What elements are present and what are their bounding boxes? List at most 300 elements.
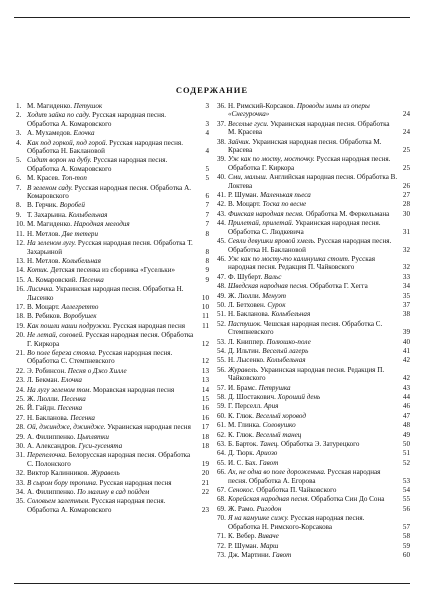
entry-number: 28. [16,423,25,432]
entry-page-number: 13 [201,376,209,385]
entry-author: Б. Барток. [228,440,260,449]
entry-page-number: 44 [402,393,410,401]
entry-page-number: 24 [402,128,410,137]
entry-title: Веселый лагерь [262,346,309,355]
entry-title: Тоска по весне [262,200,307,209]
entry-title: Проводы зимы из оперы «Снегурочка» [228,102,370,119]
entry-number: 35. [16,497,25,506]
entry-note: Русская народная песня. Обработка Г. Киркора [27,331,194,348]
entry-number: 50. [217,300,226,309]
entry-title: Менуэт [262,291,286,300]
entry-title: Ах, не одна во поле дороженька. [228,468,326,477]
entry-text [228,155,410,172]
entry-author: Р. Шуман. [228,541,261,550]
entry-author: И. С. Бах. [228,458,260,467]
entry-text [228,459,410,467]
entry-number: 20. [16,331,25,340]
entry-author: Ж. Люлли. [27,395,62,403]
entry-title: Песенка [70,413,95,422]
entry-page-number: 52 [402,458,410,467]
entry-page-number: 8 [205,247,209,256]
entry-title: Шведская народная песня. [228,282,309,291]
entry-page-number: 49 [402,430,410,439]
toc-entry [217,542,410,550]
entry-note: Русская народная песня. Обработка С. Стемпневского [27,348,173,366]
entry-page-number: 9 [205,275,209,284]
toc-entry [217,120,410,137]
entry-author: А. Филиппенко. [27,432,78,441]
entry-note: Украинская народная песня [105,423,191,432]
entry-author: Й. Гайдн. [27,404,58,413]
toc-column-right [217,102,410,560]
entry-title: Ариозо [256,449,278,458]
entry-note: Русская народная песня [97,478,172,487]
entry-title: Лисичка. [27,285,54,294]
entry-page-number: 46 [402,402,410,411]
entry-page-number: 27 [402,191,410,200]
entry-number: 42. [217,200,226,209]
entry-title: Как пошли наши подружки. [27,321,112,330]
entry-text [27,230,209,238]
entry-text [228,273,410,281]
entry-text [27,386,209,394]
entry-page-number: 10 [201,302,209,311]
entry-title: Уж как по мосту, мосточку. [228,155,315,164]
toc-entry [217,449,410,457]
entry-number: 47. [217,272,226,281]
toc-entry [16,322,209,330]
toc-entry [16,220,209,228]
entry-number: 34. [16,488,25,497]
toc-entry [16,395,209,403]
entry-page-number: 47 [402,411,410,420]
entry-text [228,402,410,410]
entry-title: Сидит ворон на дубу. [27,156,92,165]
entry-title: По малину в сад пойдем [77,488,150,497]
entry-note: Украинская народная песня. Обработка М. Красева [228,119,390,137]
entry-text [27,239,209,256]
toc-entry [16,230,209,238]
entry-author: К. Глюк. [228,411,256,420]
entry-text [228,120,410,137]
toc-entry [16,184,209,201]
entry-note: Обработка Г. Хегга [308,282,368,291]
entry-text [27,211,209,219]
entry-author: Н. Бакланова. [27,413,71,422]
entry-author: М. Глинка. [228,421,263,430]
toc-entry [16,129,209,137]
toc-entry [217,191,410,199]
entry-author: Т. Захарьина. [27,210,69,219]
entry-text [27,404,209,412]
entry-number: 16. [16,285,25,294]
entry-title: Марш [260,541,279,550]
entry-text [27,469,209,477]
entry-number: 63. [217,440,226,449]
entry-page-number: 12 [201,357,209,366]
entry-text [228,173,410,190]
entry-page-number: 24 [402,110,410,119]
entry-number: 41. [217,191,226,200]
entry-page-number: 11 [202,321,209,330]
entry-number: 71. [217,532,226,541]
entry-number: 40. [217,173,226,182]
entry-page-number: 18 [201,432,209,441]
entry-author: В. Ребиков. [27,312,64,321]
entry-title: В зеленом саду. [27,183,73,192]
entry-author: Р. Шуман. [228,191,261,200]
entry-page-number: 9 [205,266,209,275]
entry-number: 26. [16,404,25,413]
entry-page-number: 8 [205,256,209,265]
entry-title: Аллегретто [61,302,99,311]
entry-page-number: 13 [201,366,209,375]
entry-text [27,367,209,375]
entry-page-number: 19 [201,459,209,468]
entry-number: 54. [217,346,226,355]
toc-entry [16,386,209,394]
toc-entry [16,414,209,422]
entry-note: Обработка Э. Затурецкого [279,440,360,449]
entry-title: Сеяли девушки яровой хмель. [228,237,316,246]
toc-entry [217,459,410,467]
entry-note: Моравская народная песня [91,385,175,394]
entry-title: Вальс [264,272,282,281]
entry-text [27,376,209,384]
entry-page-number: 48 [402,421,410,430]
entry-text [27,414,209,422]
entry-title: На лугу зеленом том. [27,385,92,394]
toc-entry [16,469,209,477]
entry-page-number: 40 [402,337,410,346]
entry-title: Во поле береза стояла. [27,348,97,357]
entry-author: И. Брамс. [228,383,259,392]
entry-text [27,285,209,302]
entry-title: Топ-топ [61,174,87,183]
entry-page-number: 32 [402,245,410,254]
entry-text [228,347,410,355]
entry-title: Колыбельная [266,356,306,365]
entry-number: 30. [16,442,25,451]
entry-text [27,488,209,496]
entry-number: 23. [16,376,25,385]
entry-note: Русская народная песня. Обработка Т. Захарьиной [27,239,193,256]
entry-number: 33. [16,478,25,487]
entry-title: В сыром бору тропина. [27,478,98,487]
entry-title: Гуси-гусенята [78,442,123,451]
entry-text [228,301,410,309]
entry-title: Песенка [61,395,86,403]
entry-text [228,237,410,254]
toc-entry [16,331,209,348]
entry-author: Д. Тюрк. [228,449,257,458]
entry-title: Петрушка [258,383,291,392]
toc-entry [217,338,410,346]
entry-page-number: 28 [402,200,410,209]
entry-page-number: 26 [402,181,410,190]
entry-page-number: 7 [205,201,209,210]
entry-note: Обработка М. Феркельмана [303,209,390,218]
entry-text [228,468,410,485]
entry-text [27,442,209,450]
entry-author: Н. Лысенко. [228,356,267,365]
entry-title: Прилетай, прилетай. [228,219,294,228]
entry-page-number: 35 [402,291,410,300]
entry-page-number: 5 [205,164,209,173]
entry-author: Н. Римский-Корсаков. [228,102,297,110]
entry-page-number: 18 [201,442,209,451]
toc-entry [217,486,410,494]
entry-page-number: 59 [402,541,410,550]
entry-number: 1. [16,102,22,110]
toc-entry [217,102,410,119]
entry-number: 49. [217,291,226,300]
toc-entry [16,156,209,173]
entry-page-number: 12 [201,339,209,348]
toc-entry [217,347,410,355]
entry-author: Н. Метлов. [27,256,62,265]
entry-number: 21. [16,348,25,357]
entry-number: 46. [217,254,226,263]
entry-number: 73. [217,550,226,559]
toc-entry [217,200,410,208]
entry-number: 29. [16,432,25,441]
entry-title: Ходит зайка по саду. [27,111,91,120]
entry-text [228,412,410,420]
toc-entry [217,210,410,218]
entry-author: Виктор Калинников. [27,469,91,478]
entry-title: Веселый танец [255,430,302,439]
entry-number: 52. [217,319,226,328]
entry-author: Г. Перселл. [228,402,264,411]
entry-page-number: 8 [205,229,209,238]
toc-entry [217,292,410,300]
toc-entry [217,301,410,309]
entry-number: 17. [16,302,25,311]
toc-entry [16,376,209,384]
entry-number: 69. [217,504,226,513]
toc-entry [16,349,209,366]
entry-text [228,486,410,494]
toc-entry [16,312,209,320]
entry-number: 56. [217,365,226,374]
entry-author: К. Глюк. [228,430,256,439]
entry-note: Белорусская народная песня. Обработка С. Полонского [27,451,191,468]
entry-number: 53. [217,337,226,346]
entry-title: Сенокос. [228,486,255,495]
entry-note: Украинская народная песня. Обработка Н. Лысенко [27,285,184,302]
toc-entry [217,431,410,439]
entry-text [228,393,410,401]
entry-title: Петушок [73,102,103,110]
entry-text [228,292,410,300]
entry-number: 61. [217,421,226,430]
entry-page-number: 23 [201,505,209,514]
toc-entry [16,174,209,182]
entry-text [228,320,410,337]
entry-number: 7. [16,183,22,192]
entry-author: Ж. Рамо. [228,504,257,513]
entry-page-number: 50 [402,440,410,449]
entry-author: Д. Ильтин. [228,346,263,355]
entry-text [27,111,209,128]
entry-number: 13. [16,256,25,265]
entry-text [27,257,209,265]
entry-title: Воробушек [63,312,97,321]
entry-number: 15. [16,275,25,284]
entry-title: Сми, малыш. [228,173,268,182]
toc-entry [217,412,410,420]
entry-number: 62. [217,430,226,439]
entry-title: Веселый хоровод [255,411,306,420]
toc-entry [217,495,410,503]
entry-number: 39. [217,155,226,164]
toc-entry [217,255,410,272]
toc-entry [217,320,410,337]
entry-page-number: 3 [205,102,209,110]
toc-entry [217,505,410,513]
entry-title: Не летай, соловей. [27,331,84,340]
toc-entry [16,257,209,265]
entry-text [27,451,209,468]
entry-title: Цыплятки [77,432,109,441]
toc-entry [16,111,209,128]
entry-text [228,440,410,448]
entry-author: Ж. Люлли. [228,291,263,300]
entry-text [228,431,410,439]
entry-number: 18. [16,312,25,321]
entry-note: Русская народная песня. Обработка Г. Киркора [228,155,391,172]
entry-page-number: 41 [402,346,410,355]
entry-page-number: 7 [205,210,209,219]
entry-note: Русская народная песня. Обработка А. Комаровского [27,497,166,514]
entry-title: Маленькая пьеса [260,191,311,200]
entry-author: А. Комаровский. [27,275,80,284]
entry-text [27,479,209,487]
entry-note: Чешская народная песня. Обработка С. Стемпневского [228,319,383,337]
entry-author: А. Александров. [27,442,79,451]
entry-title: Пастушок. [228,319,262,328]
entry-page-number: 20 [201,469,209,478]
entry-page-number: 16 [201,404,209,413]
entry-page-number: 39 [402,328,410,337]
entry-number: 45. [217,237,226,246]
entry-title: Корейская народная песня. [228,495,310,504]
toc-entry [16,303,209,311]
entry-author: В. Моцарт. [228,200,263,209]
entry-page-number: 17 [201,423,209,432]
page-title: СОДЕРЖАНИЕ [175,85,249,95]
entry-note: Русская народная песня. Обработка А. Комаровского [27,156,168,173]
entry-page-number: 10 [201,293,209,302]
entry-number: 51. [217,310,226,319]
entry-page-number: 34 [402,282,410,291]
entry-title: Перепелочка. [27,451,67,460]
entry-number: 10. [16,220,25,229]
entry-title: Журавель. [228,365,259,374]
entry-page-number: 25 [402,146,410,155]
toc-entry [16,276,209,284]
entry-note: Украинская народная песня. Обработка С. Людкевича [228,219,381,236]
entry-page-number: 60 [402,550,410,559]
entry-page-number: 43 [402,383,410,392]
entry-author: Л. Книппер. [228,337,267,346]
entry-note: Русская народная песня [111,321,186,330]
toc-entry [217,173,410,190]
entry-author: Л. Бетховен. [228,300,268,309]
entry-page-number: 53 [402,476,410,485]
entry-text [27,220,209,228]
entry-title: Елочка [73,129,95,138]
entry-author: Л. Бекман. [27,376,61,385]
entry-number: 66. [217,468,226,477]
entry-author: Э. Робинсон. [27,366,68,375]
toc-entry [217,421,410,429]
entry-title: Сурок [267,300,286,309]
entry-number: 22. [16,366,25,375]
entry-text [228,255,410,272]
entry-text [228,366,410,383]
entry-page-number: 55 [402,495,410,504]
entry-text [228,542,410,550]
entry-note: Английская народная песня. Обработка В. Локтева [228,173,398,190]
entry-number: 59. [217,402,226,411]
entry-number: 37. [217,119,226,128]
entry-author: Ф. Шуберт. [228,272,264,281]
entry-number: 24. [16,385,25,394]
entry-page-number: 11 [202,312,209,321]
entry-title: Полюшко-поле [266,337,311,346]
entry-author: М. Магиденко. [27,102,74,110]
entry-number: 43. [217,209,226,218]
entry-title: На зеленом лугу. [27,239,77,248]
entry-author: М. Магиденко. [27,220,74,229]
entry-page-number: 38 [402,310,410,319]
entry-title: Соловушко [262,421,296,430]
entry-text [228,310,410,318]
entry-title: Колыбельная [68,210,108,219]
entry-text [228,191,410,199]
entry-note: Русская народная песня. Обработка А. Комаровского [27,111,166,128]
entry-text [27,497,209,514]
entry-number: 68. [217,495,226,504]
toc-entry [217,273,410,281]
entry-number: 25. [16,395,25,403]
entry-note: Русская народная песня. Обработка Н. Римского-Корсакова [228,514,365,531]
entry-title: Колыбельная [271,310,311,319]
entry-text [27,174,209,182]
entry-number: 55. [217,356,226,365]
entry-author: А. Мухамедов. [27,129,74,138]
toc-entry [217,155,410,172]
entry-note: Обработка П. Чайковского [254,486,337,495]
toc-entry [217,440,410,448]
toc-entry [16,239,209,256]
entry-author: В. Моцарт. [27,302,62,311]
toc-entry [16,442,209,450]
entry-page-number: 21 [201,478,209,487]
entry-title: Две тетери [61,229,99,238]
entry-note: Детская песенка из сборника «Гусельки» [48,266,176,275]
entry-text [27,349,209,366]
entry-number: 48. [217,282,226,291]
entry-title: Народная мелодия [73,220,130,229]
entry-text [228,421,410,429]
entry-page-number: 30 [402,209,410,218]
entry-page-number: 58 [402,532,410,541]
entry-text [228,138,410,155]
entry-note: Украинская народная песня. Редакция П. Чайковского [228,365,385,383]
